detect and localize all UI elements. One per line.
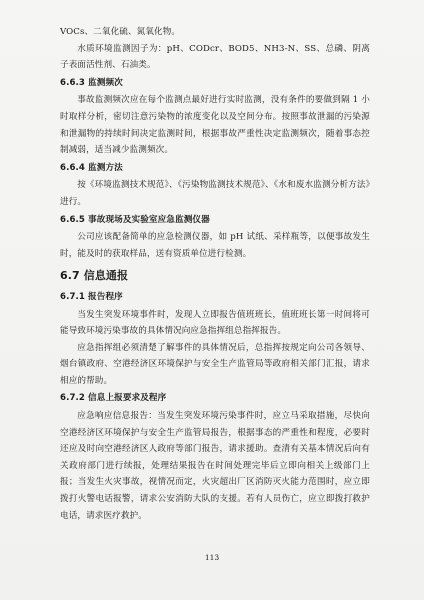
paragraph: 按《环境监测技术规范》、《污染物监测技术规范》、《水和废水监测分析方法》进行。 bbox=[60, 180, 370, 207]
paragraph: 公司应该配备简单的应急检测仪器，如 pH 试纸、采样瓶等，以便事故发生时，能及时的获取样品，送有资质单位进行检测。 bbox=[60, 232, 370, 259]
subsection-heading: 6.6.5 事故现场及实验室应急监测仪器 bbox=[60, 214, 210, 225]
paragraph: 水质环境监测因子为：pH、CODcr、BOD5、NH3-N、SS、总磷、阴离子表面活性剂、石油类。 bbox=[60, 43, 370, 71]
paragraph: VOCs、二氧化硫、氮氧化物。 bbox=[60, 27, 181, 37]
subsection-heading: 6.6.4 监测方法 bbox=[60, 162, 123, 173]
section-heading: 6.7 信息通报 bbox=[60, 269, 129, 283]
paragraph: 应急指挥组必须清楚了解事件的具体情况后，总指挥按规定向公司各领导、烟台镇政府、空港经济区环境保护与安全生产监管局等政府相关部门汇报，请求相应的帮助。 bbox=[60, 342, 370, 386]
paragraph: 应急响应信息报告：当发生突发环境污染事件时，应立马采取措施，尽快向空港经济区环境保护与安全生产监管局报告，根据事态的严重性和程度，必要时还应及时向空港经济区人政府等部门报告，请求援助。查清有关基本情况后向有关政府部门进行续报，处理结果报告在时间处理完毕后立即向相关上级部门上报；当发生火灾事故，视情况而定，火灾超出厂区消防灭火能力范围时，应立即拨打火警电话报警，请求公安消防大队的支援。若有人员伤亡，应立即拨打救护电话，请求医疗救护。 bbox=[60, 411, 370, 521]
subsection-heading: 6.7.2 信息上报要求及程序 bbox=[60, 393, 167, 404]
paragraph: 当发生突发环境事件时，发现人立即报告值班班长，值班班长第一时间将可能导致环境污染事故的具体情况向应急指挥组总指挥报告。 bbox=[60, 309, 370, 337]
paragraph: 事故监测频次应在每个监测点最好进行实时监测，没有条件的要做到隔 1 小时取样分析，密切注意污染物的浓度变化以及空间分布。按照事故泄漏的污染源和泄漏物的持续时间决定监测时间，根据事故严重性决定监测频次，随着事态控制减弱，适当减少监测频次。 bbox=[60, 95, 370, 156]
subsection-heading: 6.6.3 监测频次 bbox=[60, 77, 123, 88]
document-body bbox=[60, 24, 370, 524]
page-number: 113 bbox=[204, 553, 220, 562]
subsection-heading: 6.7.1 报告程序 bbox=[60, 291, 123, 302]
